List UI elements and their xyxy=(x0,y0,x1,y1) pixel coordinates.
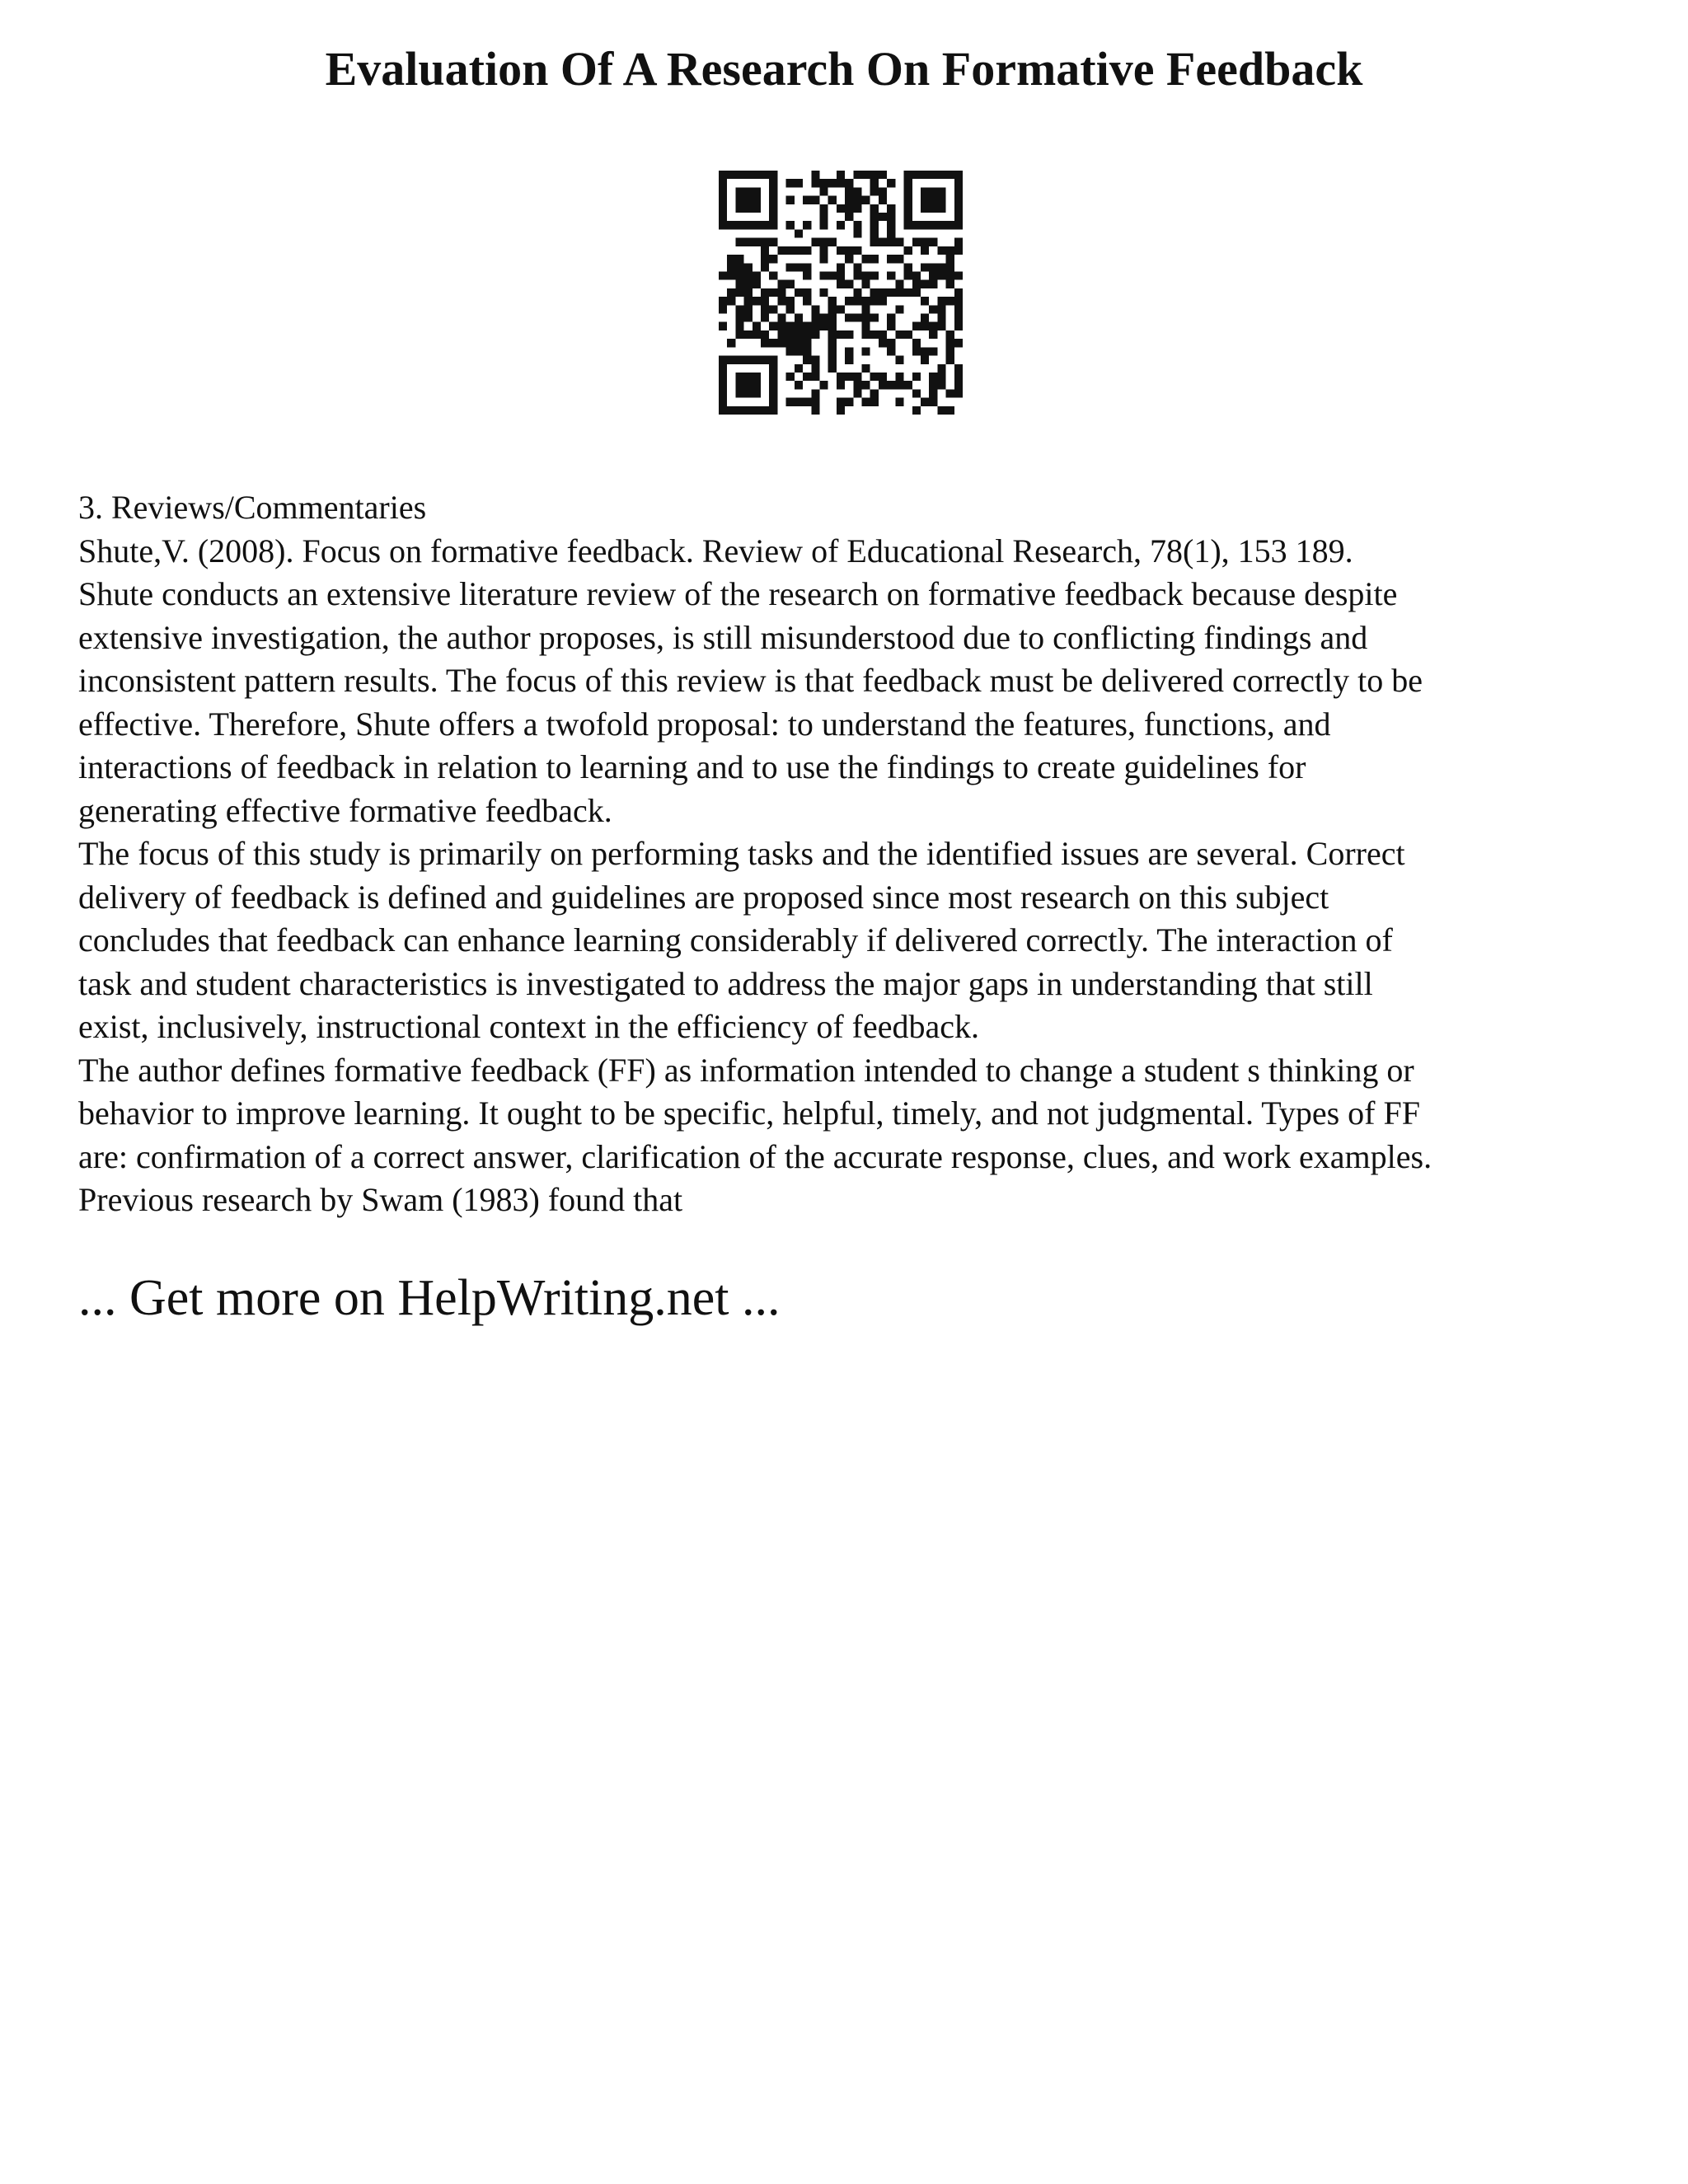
text-line: 3. Reviews/Commentaries xyxy=(78,489,427,526)
text-line: inconsistent pattern results. The focus of this review is that feedback must be delivered correctly to be xyxy=(78,662,1423,699)
text-line: exist, inclusively, instructional context in the efficiency of feedback. xyxy=(78,1008,979,1045)
qr-code-icon[interactable] xyxy=(719,171,963,415)
text-line: delivery of feedback is defined and guidelines are proposed since most research on this subject xyxy=(78,878,1329,916)
text-line: interactions of feedback in relation to learning and to use the findings to create guidelines for xyxy=(78,748,1306,785)
text-line: extensive investigation, the author proposes, is still misunderstood due to conflicting findings and xyxy=(78,618,1368,656)
text-line: Previous research by Swam (1983) found that xyxy=(78,1181,683,1218)
text-line: task and student characteristics is investigated to address the major gaps in understanding that still xyxy=(78,964,1373,1002)
text-line: The focus of this study is primarily on performing tasks and the identified issues are several. Correct xyxy=(78,835,1405,872)
text-line: Shute conducts an extensive literature review of the research on formative feedback because despite xyxy=(78,575,1398,612)
text-line: are: confirmation of a correct answer, clarification of the accurate response, clues, and work examples. xyxy=(78,1137,1432,1175)
document-title: Evaluation Of A Research On Formative Feedback xyxy=(325,42,1363,96)
text-line: concludes that feedback can enhance learning considerably if delivered correctly. The interaction of xyxy=(78,921,1393,958)
get-more-link[interactable]: ... Get more on HelpWriting.net ... xyxy=(78,1270,781,1326)
document-body xyxy=(78,486,1644,1222)
text-line: generating effective formative feedback. xyxy=(78,791,612,829)
text-line: Shute,V. (2008). Focus on formative feedback. Review of Educational Research, 78(1), 153 189. xyxy=(78,532,1353,569)
text-line: The author defines formative feedback (FF) as information intended to change a student s thinking or xyxy=(78,1051,1414,1089)
text-line: effective. Therefore, Shute offers a twofold proposal: to understand the features, functions, and xyxy=(78,705,1331,743)
text-line: behavior to improve learning. It ought to be specific, helpful, timely, and not judgmental. Types of FF xyxy=(78,1094,1420,1132)
